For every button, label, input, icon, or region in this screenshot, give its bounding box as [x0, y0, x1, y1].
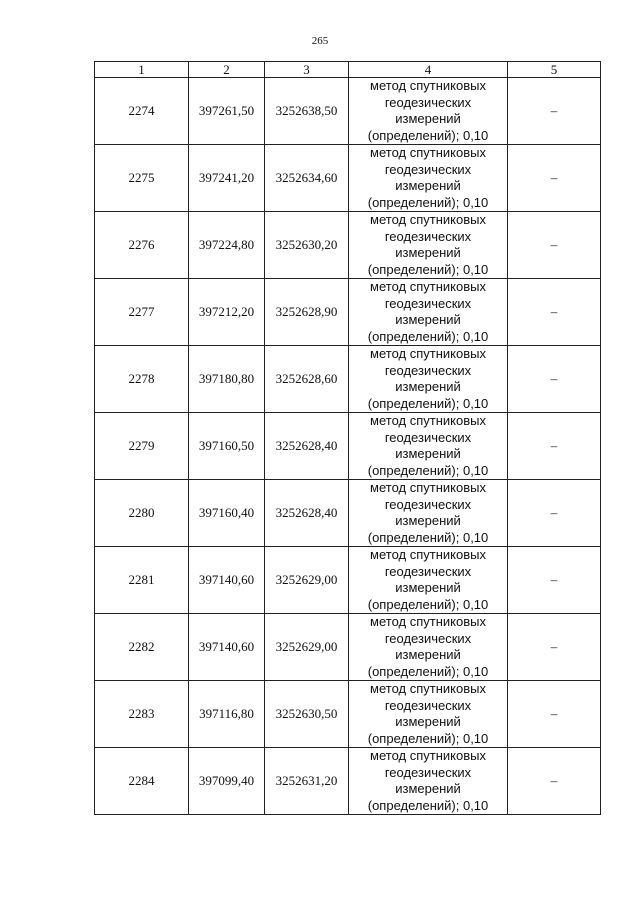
method-cell — [349, 614, 508, 681]
point-number-cell: 2282 — [95, 614, 189, 681]
table-row — [95, 145, 601, 212]
note-cell: – — [508, 547, 601, 614]
method-cell — [349, 78, 508, 145]
method-line: измерений — [395, 245, 461, 260]
method-line: (определений); 0,10 — [367, 529, 489, 545]
method-line: геодезических — [384, 496, 472, 512]
method-line: (определений); 0,10 — [367, 462, 489, 478]
method-line: измерений — [395, 379, 461, 394]
method-line: метод спутниковых — [370, 681, 486, 696]
y-coordinate-cell: 3252628,60 — [265, 346, 349, 413]
table-row — [95, 614, 601, 681]
method-line: геодезических — [384, 362, 472, 378]
method-line: метод спутниковых — [370, 748, 486, 763]
column-header: 2 — [189, 62, 265, 78]
method-cell — [349, 480, 508, 547]
method-line: измерений — [395, 178, 461, 193]
table-row — [95, 78, 601, 145]
note-cell: – — [508, 279, 601, 346]
note-cell: – — [508, 413, 601, 480]
method-line: метод спутниковых — [370, 413, 486, 428]
coordinates-table — [94, 61, 601, 815]
x-coordinate-cell: 397140,60 — [189, 547, 265, 614]
method-line: (определений); 0,10 — [367, 395, 489, 411]
method-line: геодезических — [384, 228, 472, 244]
note-cell: – — [508, 78, 601, 145]
note-cell: – — [508, 145, 601, 212]
table-row — [95, 346, 601, 413]
column-header: 4 — [349, 62, 508, 78]
method-cell — [349, 748, 508, 815]
table-row — [95, 480, 601, 547]
y-coordinate-cell: 3252634,60 — [265, 145, 349, 212]
method-line: измерений — [395, 580, 461, 595]
point-number-cell: 2277 — [95, 279, 189, 346]
point-number-cell: 2279 — [95, 413, 189, 480]
column-header: 5 — [508, 62, 601, 78]
x-coordinate-cell: 397160,40 — [189, 480, 265, 547]
y-coordinate-cell: 3252629,00 — [265, 614, 349, 681]
table-header-row — [95, 62, 601, 78]
method-line: (определений); 0,10 — [367, 261, 489, 277]
point-number-cell: 2280 — [95, 480, 189, 547]
x-coordinate-cell: 397116,80 — [189, 681, 265, 748]
table-row — [95, 212, 601, 279]
x-coordinate-cell: 397224,80 — [189, 212, 265, 279]
y-coordinate-cell: 3252638,50 — [265, 78, 349, 145]
note-cell: – — [508, 212, 601, 279]
method-line: (определений); 0,10 — [367, 328, 489, 344]
method-line: (определений); 0,10 — [367, 194, 489, 210]
point-number-cell: 2275 — [95, 145, 189, 212]
y-coordinate-cell: 3252629,00 — [265, 547, 349, 614]
method-cell — [349, 212, 508, 279]
method-line: метод спутниковых — [370, 212, 486, 227]
x-coordinate-cell: 397261,50 — [189, 78, 265, 145]
note-cell: – — [508, 681, 601, 748]
y-coordinate-cell: 3252631,20 — [265, 748, 349, 815]
point-number-cell: 2283 — [95, 681, 189, 748]
method-line: (определений); 0,10 — [367, 730, 489, 746]
page-number: 265 — [311, 35, 329, 47]
x-coordinate-cell: 397099,40 — [189, 748, 265, 815]
method-cell — [349, 547, 508, 614]
x-coordinate-cell: 397212,20 — [189, 279, 265, 346]
method-line: измерений — [395, 513, 461, 528]
note-cell: – — [508, 748, 601, 815]
method-line: метод спутниковых — [370, 614, 486, 629]
y-coordinate-cell: 3252628,40 — [265, 480, 349, 547]
method-line: измерений — [395, 312, 461, 327]
x-coordinate-cell: 397241,20 — [189, 145, 265, 212]
method-line: геодезических — [384, 764, 472, 780]
table-row — [95, 279, 601, 346]
method-line: (определений); 0,10 — [367, 663, 489, 679]
method-cell — [349, 346, 508, 413]
method-line: (определений); 0,10 — [367, 797, 489, 813]
note-cell: – — [508, 346, 601, 413]
method-cell — [349, 413, 508, 480]
point-number-cell: 2281 — [95, 547, 189, 614]
method-line: метод спутниковых — [370, 346, 486, 361]
method-line: геодезических — [384, 630, 472, 646]
method-line: измерений — [395, 781, 461, 796]
method-cell — [349, 145, 508, 212]
method-cell — [349, 279, 508, 346]
table-row — [95, 748, 601, 815]
point-number-cell: 2284 — [95, 748, 189, 815]
y-coordinate-cell: 3252630,50 — [265, 681, 349, 748]
method-line: геодезических — [384, 94, 472, 110]
method-line: метод спутниковых — [370, 78, 486, 93]
method-line: геодезических — [384, 563, 472, 579]
point-number-cell: 2274 — [95, 78, 189, 145]
point-number-cell: 2276 — [95, 212, 189, 279]
x-coordinate-cell: 397160,50 — [189, 413, 265, 480]
table-row — [95, 547, 601, 614]
y-coordinate-cell: 3252628,40 — [265, 413, 349, 480]
table-row — [95, 413, 601, 480]
method-line: измерений — [395, 714, 461, 729]
y-coordinate-cell: 3252628,90 — [265, 279, 349, 346]
method-line: метод спутниковых — [370, 547, 486, 562]
table-row — [95, 681, 601, 748]
method-line: измерений — [395, 446, 461, 461]
method-line: метод спутниковых — [370, 480, 486, 495]
method-line: геодезических — [384, 429, 472, 445]
column-header: 1 — [95, 62, 189, 78]
method-line: геодезических — [384, 697, 472, 713]
method-line: геодезических — [384, 161, 472, 177]
x-coordinate-cell: 397140,60 — [189, 614, 265, 681]
point-number-cell: 2278 — [95, 346, 189, 413]
method-line: измерений — [395, 111, 461, 126]
method-line: измерений — [395, 647, 461, 662]
method-line: геодезических — [384, 295, 472, 311]
note-cell: – — [508, 480, 601, 547]
method-line: метод спутниковых — [370, 279, 486, 294]
method-line: (определений); 0,10 — [367, 596, 489, 612]
method-line: (определений); 0,10 — [367, 127, 489, 143]
x-coordinate-cell: 397180,80 — [189, 346, 265, 413]
y-coordinate-cell: 3252630,20 — [265, 212, 349, 279]
column-header: 3 — [265, 62, 349, 78]
note-cell: – — [508, 614, 601, 681]
method-cell — [349, 681, 508, 748]
method-line: метод спутниковых — [370, 145, 486, 160]
